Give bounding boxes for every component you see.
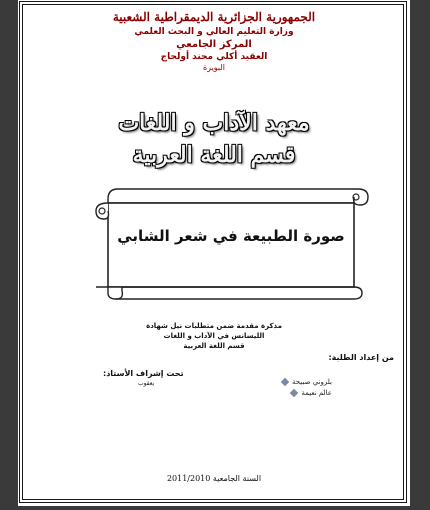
prepared-by-label: من إعداد الطلبة: bbox=[328, 353, 394, 362]
institute-title: معهد الآداب و اللغات bbox=[118, 110, 310, 136]
diamond-bullet-icon bbox=[290, 389, 298, 397]
student-item bbox=[291, 389, 332, 397]
memo-line-3: قسم اللغة العربية bbox=[183, 342, 245, 350]
supervisor-label: تحت إشراف الأستاذ: bbox=[103, 369, 184, 378]
document-page bbox=[18, 0, 410, 506]
student-name: عالم نعيمة bbox=[301, 389, 332, 397]
header-republic: الجمهورية الجزائرية الديمقراطية الشعبية bbox=[112, 10, 316, 24]
thesis-subject: صورة الطبيعة في شعر الشابي bbox=[117, 227, 345, 245]
header-center: المركز الجامعي bbox=[176, 39, 252, 50]
memo-line-2: الليسانس في الآداب و اللغات bbox=[163, 332, 265, 340]
student-name: بلروني صبيحة bbox=[292, 378, 332, 386]
department-title: قسم اللغة العربية bbox=[132, 142, 296, 168]
student-item bbox=[282, 378, 332, 386]
header-ministry: وزارة التعليم العالي و البحث العلمي bbox=[134, 27, 294, 37]
academic-year bbox=[18, 474, 410, 483]
memo-line-1: مذكرة مقدمة ضمن متطلبات نيل شهادة bbox=[146, 322, 282, 330]
academic-year-label: السنة الجامعية bbox=[212, 474, 262, 483]
academic-year-value: 2011/2010 bbox=[166, 474, 211, 483]
header-city: البويرة bbox=[202, 63, 226, 72]
header-colonel: العقيد أكلي محند أولحاج bbox=[160, 52, 268, 62]
supervisor-name: يعقوب bbox=[138, 380, 155, 387]
diamond-bullet-icon bbox=[281, 378, 289, 386]
title-scroll bbox=[86, 185, 376, 303]
